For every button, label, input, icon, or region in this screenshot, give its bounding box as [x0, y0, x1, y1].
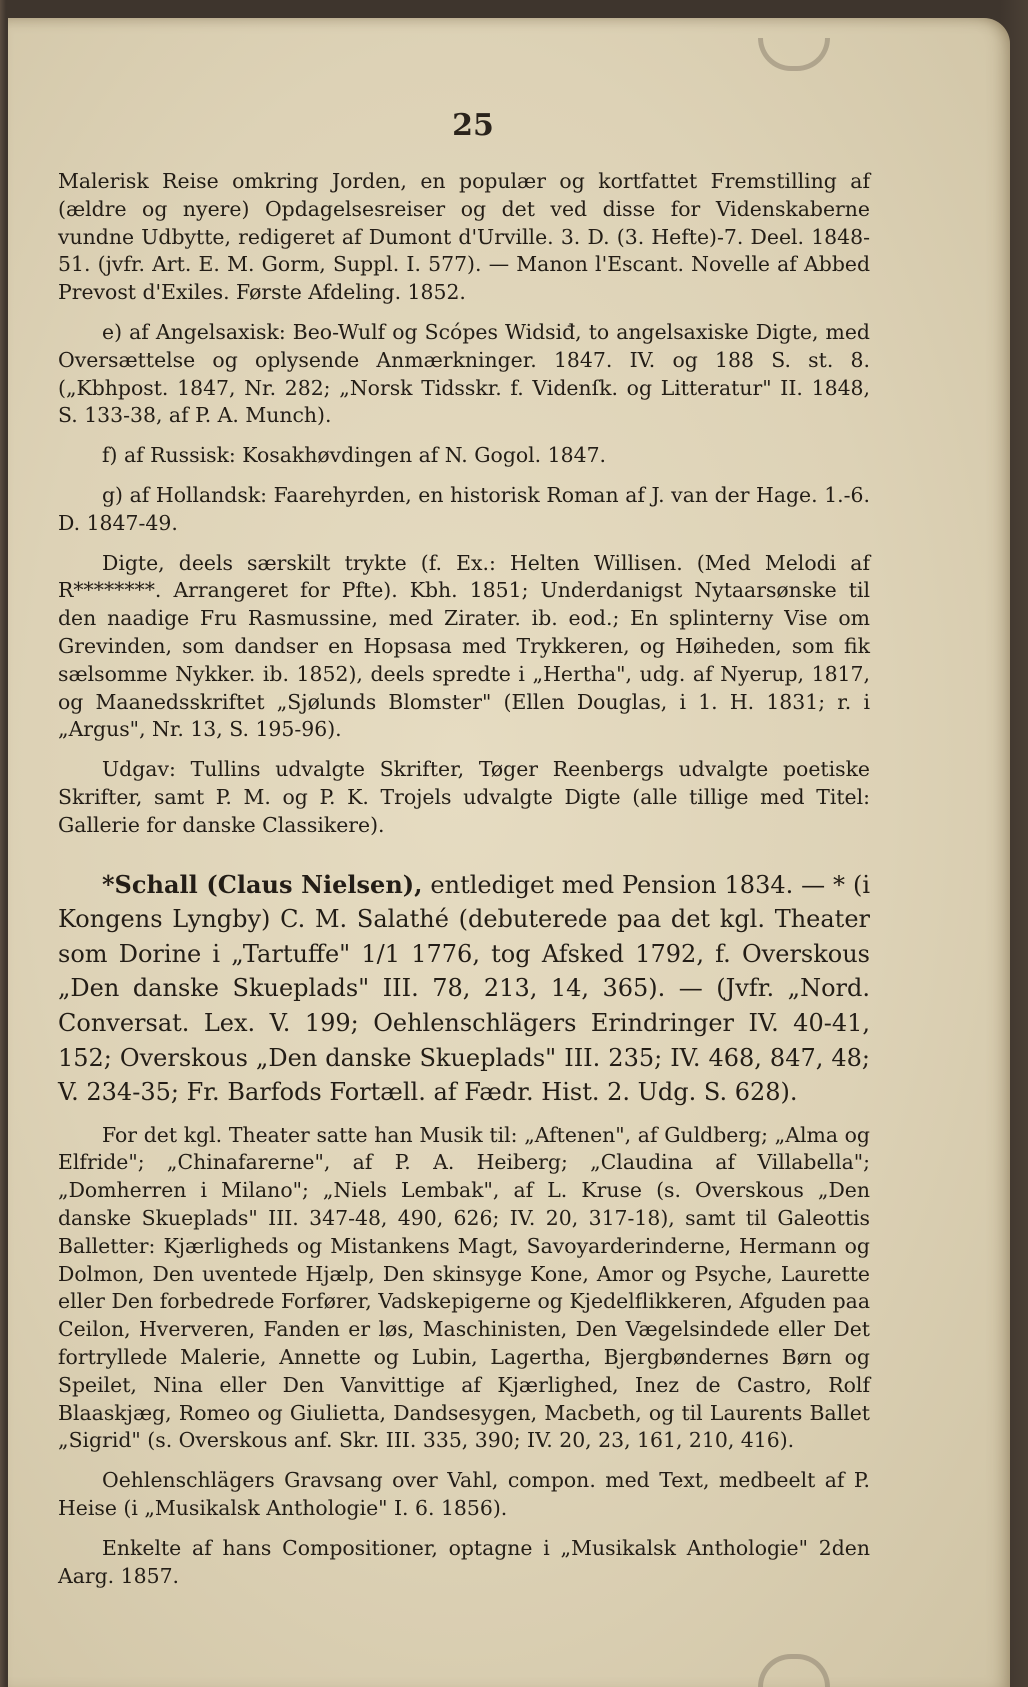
page-number: 25 — [452, 108, 494, 143]
paragraph-1: Malerisk Reise omkring Jorden, en populær og kortfattet Fremstilling af (ældre og nyere) Opdagelsesreiser og det ved disse for Videnskaberne vundne Udbytte, redigeret af Dumont d'Urville. 3. D. (3. Hefte)-7. Deel. 1848-51. (jvfr. Art. E. M. Gorm, Suppl. I. 577). — Manon l'Escant. Novelle af Abbed Prevost d'Exiles. Første Afdeling. 1852. — [58, 169, 870, 305]
entry-head: *Schall (Claus Nielsen), — [102, 869, 423, 899]
entry-text: entlediget med Pension 1834. — * (i Kongens Lyngby) C. M. Salathé (debuterede paa det kgl. Theater som Dorine i „Tartuffe" 1/1 1776, tog Afsked 1792, f. Overskous „Den danske Skueplads" III. 78, 213, 14, 365). — (Jvfr. „Nord. Conversat. Lex. V. 199; Oehlenschlägers Erindringer IV. 40-41, 152; Overskous „Den danske Skueplads" III. 235; IV. 468, 847, 48; V. 234-35; Fr. Barfods Fortæll. af Fædr. Hist. 2. Udg. S. 628). — [58, 870, 870, 1107]
paragraph-anglosaxon: e) af Angelsaxisk: Beo-Wulf og Scópes Widsiđ, to angelsaxiske Digte, med Oversættelse og oplysende Anmærkninger. 1847. IV. og 188 S. st. 8. („Kbhpost. 1847, Nr. 282; „Norsk Tidsskr. f. Videnſk. og Litteratur" II. 1848, S. 133-38, af P. A. Munch). — [58, 319, 870, 428]
paragraph-editions: Udgav: Tullins udvalgte Skrifter, Tøger Reenbergs udvalgte poetiske Skrifter, samt P. M. og P. K. Trojels udvalgte Digte (alle tillige med Titel: Gallerie for danske Classikere). — [58, 757, 870, 837]
paragraph-compositions: Enkelte af hans Compositioner, optagne i „Musikalsk Anthologie" 2den Aarg. 1857. — [58, 1535, 870, 1588]
paragraph-dutch: g) af Hollandsk: Faarehyrden, en historisk Roman af J. van der Hage. 1.-6. D. 1847-49. — [58, 482, 870, 535]
entry-schall — [58, 868, 870, 1110]
paragraph-poems: Digte, deels særskilt trykte (f. Ex.: Helten Willisen. (Med Melodi af R********. Arrangeret for Pfte). Kbh. 1851; Underdanigst Nytaarsønske til den naadige Fru Rasmussine, med Zirater. ib. eod.; En splinterny Vise om Grevinden, som dandser en Hopsasa med Trykkeren, og Høiheden, som fik sælsomme Nykker. ib. 1852), deels spredte i „Hertha", udg. af Nyerup, 1817, og Maanedsskriftet „Sjølunds Blomster" (Ellen Douglas, i 1. H. 1831; r. i „Argus", Nr. 13, S. 195-96). — [58, 550, 870, 742]
paragraph-russian: f) af Russisk: Kosakhøvdingen af N. Gogol. 1847. — [102, 443, 607, 468]
binding-clip-bottom — [758, 1654, 830, 1687]
book-page — [8, 18, 1010, 1687]
binding-clip-top — [758, 38, 830, 71]
page-text — [58, 168, 870, 1590]
paragraph-gravsang: Oehlenschlägers Gravsang over Vahl, compon. med Text, medbeelt af P. Heise (i „Musikalsk Anthologie" I. 6. 1856). — [58, 1468, 870, 1521]
paragraph-music: For det kgl. Theater satte han Musik til: „Aftenen", af Guldberg; „Alma og Elfride"; „Chinafarerne", af P. A. Heiberg; „Claudina af Villabella"; „Domherren i Milano"; „Niels Lembak", af L. Kruse (s. Overskous „Den danske Skueplads" III. 347-48, 490, 626; IV. 20, 317-18), samt til Galeottis Balletter: Kjærligheds og Mistankens Magt, Savoyarderinderne, Hermann og Dolmon, Den uventede Hjælp, Den skinsyge Kone, Amor og Psyche, Laurette eller Den forbedrede Forfører, Vadskepigerne og Kjedelflikkeren, Afguden paa Ceilon, Hververen, Fanden er løs, Maschinisten, Den Vægelsindede eller Det fortryllede Malerie, Annette og Lubin, Lagertha, Bjergbøndernes Børn og Speilet, Nina eller Den Vanvittige af Kjærlighed, Inez de Castro, Rolf Blaaskjæg, Romeo og Giulietta, Dandsesygen, Macbeth, og til Laurents Ballet „Sigrid" (s. Overskous anf. Skr. III. 335, 390; IV. 20, 23, 161, 210, 416). — [58, 1122, 870, 1453]
